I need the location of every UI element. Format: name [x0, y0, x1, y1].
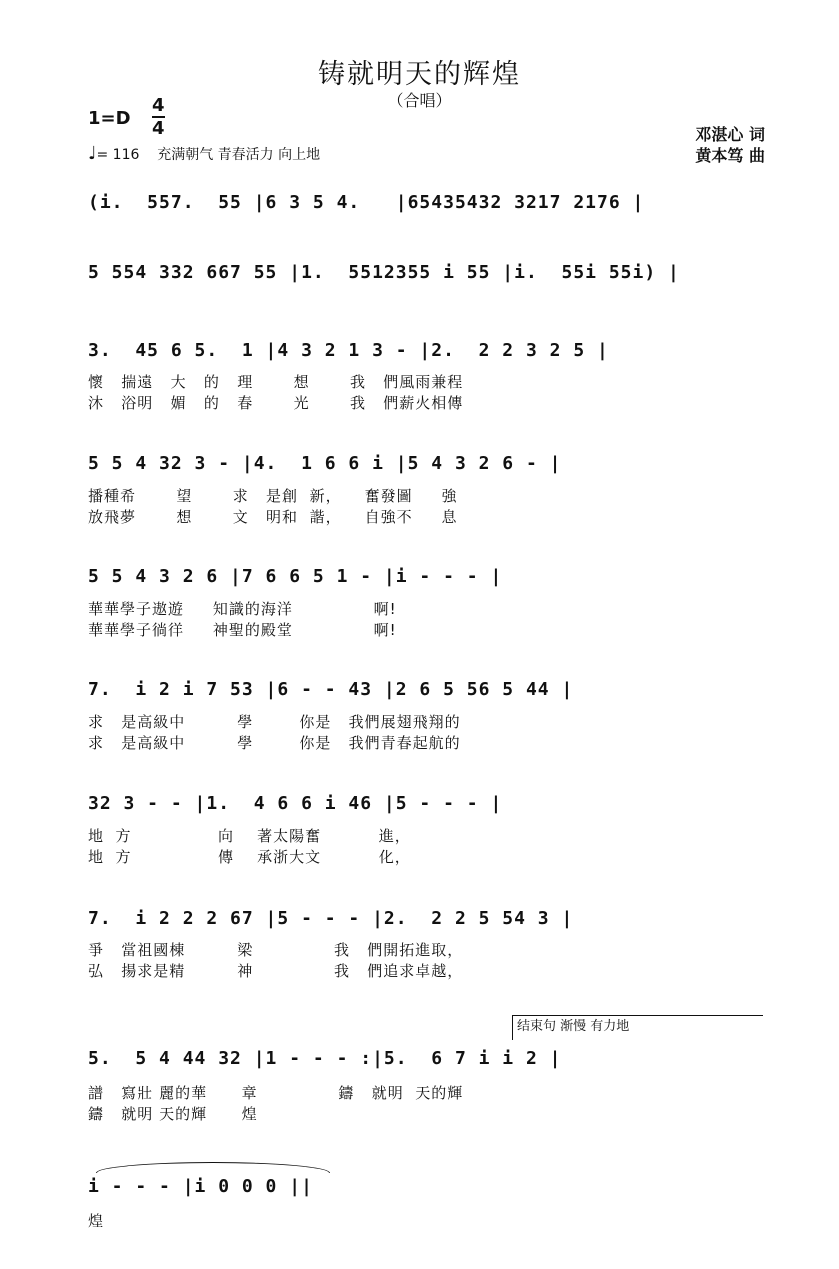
lyric-verse-2: 沐 浴明 媚 的 春 光 我 們薪火相傳 [88, 394, 464, 412]
lyric-verse-2: 鑄 就明 天的輝 煌 [88, 1105, 258, 1123]
lyric-verse-1: 爭 當祖國棟 梁 我 們開拓進取， [88, 941, 464, 959]
lyric-verse-2: 華華學子徜徉 神聖的殿堂 啊! [88, 621, 397, 639]
lyric-verse-1: 譜 寫壯 麗的華 章 鑄 就明 天的輝 [88, 1084, 464, 1102]
notation-line: 5 5 4 3 2 6 |7 6 6 5 1 - |i - - - | [88, 566, 503, 587]
notation-line: 5 554 332 667 55 |1. 5512355 i 55 |i. 55i 55i) | [88, 262, 680, 283]
notation-line: 32 3 - - |1. 4 6 6 i 46 |5 - - - | [88, 793, 503, 814]
notation-line: (i. 557. 55 |6 3 5 4. |65435432 3217 2176 | [88, 192, 645, 213]
tempo-marking [88, 143, 320, 164]
notation-line: 3. 45 6 5. 1 |4 3 2 1 3 - |2. 2 2 3 2 5 | [88, 340, 609, 361]
lyric-verse-1: 華華學子遨遊 知識的海洋 啊! [88, 600, 397, 618]
song-title: 铸就明天的辉煌 [318, 59, 521, 90]
notation-line: 7. i 2 i 7 53 |6 - - 43 |2 6 5 56 5 44 | [88, 679, 574, 700]
quarter-note-icon: ♩ [88, 143, 97, 164]
notation-line: 5. 5 4 44 32 |1 - - - :|5. 6 7 i i 2 | [88, 1048, 562, 1069]
composer-credit: 黄本笃 曲 [695, 146, 765, 165]
lyric-verse-1: 地 方 向 著太陽奮 進， [88, 827, 411, 845]
lyric-verse-2: 地 方 傳 承浙大文 化， [88, 848, 411, 866]
lyric-verse-1: 播種希 望 求 是創 新， 奮發圖 強 [88, 487, 458, 505]
notation-line: i - - - |i 0 0 0 || [88, 1176, 313, 1197]
time-top: 4 [152, 95, 165, 116]
lyric-verse-2: 放飛夢 想 文 明和 諧， 自強不 息 [88, 508, 458, 526]
lyric-verse-1: 煌 [88, 1212, 105, 1230]
tempo-value: = 116 [96, 147, 140, 163]
notation-line: 7. i 2 2 2 67 |5 - - - |2. 2 2 5 54 3 | [88, 908, 574, 929]
lyric-verse-2: 弘 揚求是精 神 我 們追求卓越， [88, 962, 464, 980]
lyric-verse-2: 求 是高級中 學 你是 我們青春起航的 [88, 734, 461, 752]
lyricist-credit: 邓湛心 词 [695, 125, 765, 144]
time-bottom: 4 [152, 118, 165, 139]
key-signature: 1=D [88, 108, 131, 129]
song-subtitle: （合唱） [387, 91, 452, 110]
notation-line: 5 5 4 32 3 - |4. 1 6 6 i |5 4 3 2 6 - | [88, 453, 562, 474]
lyric-verse-1: 懷 揣遠 大 的 理 想 我 們風雨兼程 [88, 373, 464, 391]
time-signature [152, 96, 165, 138]
lyric-verse-1: 求 是高級中 學 你是 我們展翅飛翔的 [88, 713, 461, 731]
ending-bracket: 结束句 渐慢 有力地 [512, 1015, 763, 1040]
expression-marking: 充满朝气 青春活力 向上地 [157, 147, 321, 163]
tie-arc [96, 1162, 330, 1173]
